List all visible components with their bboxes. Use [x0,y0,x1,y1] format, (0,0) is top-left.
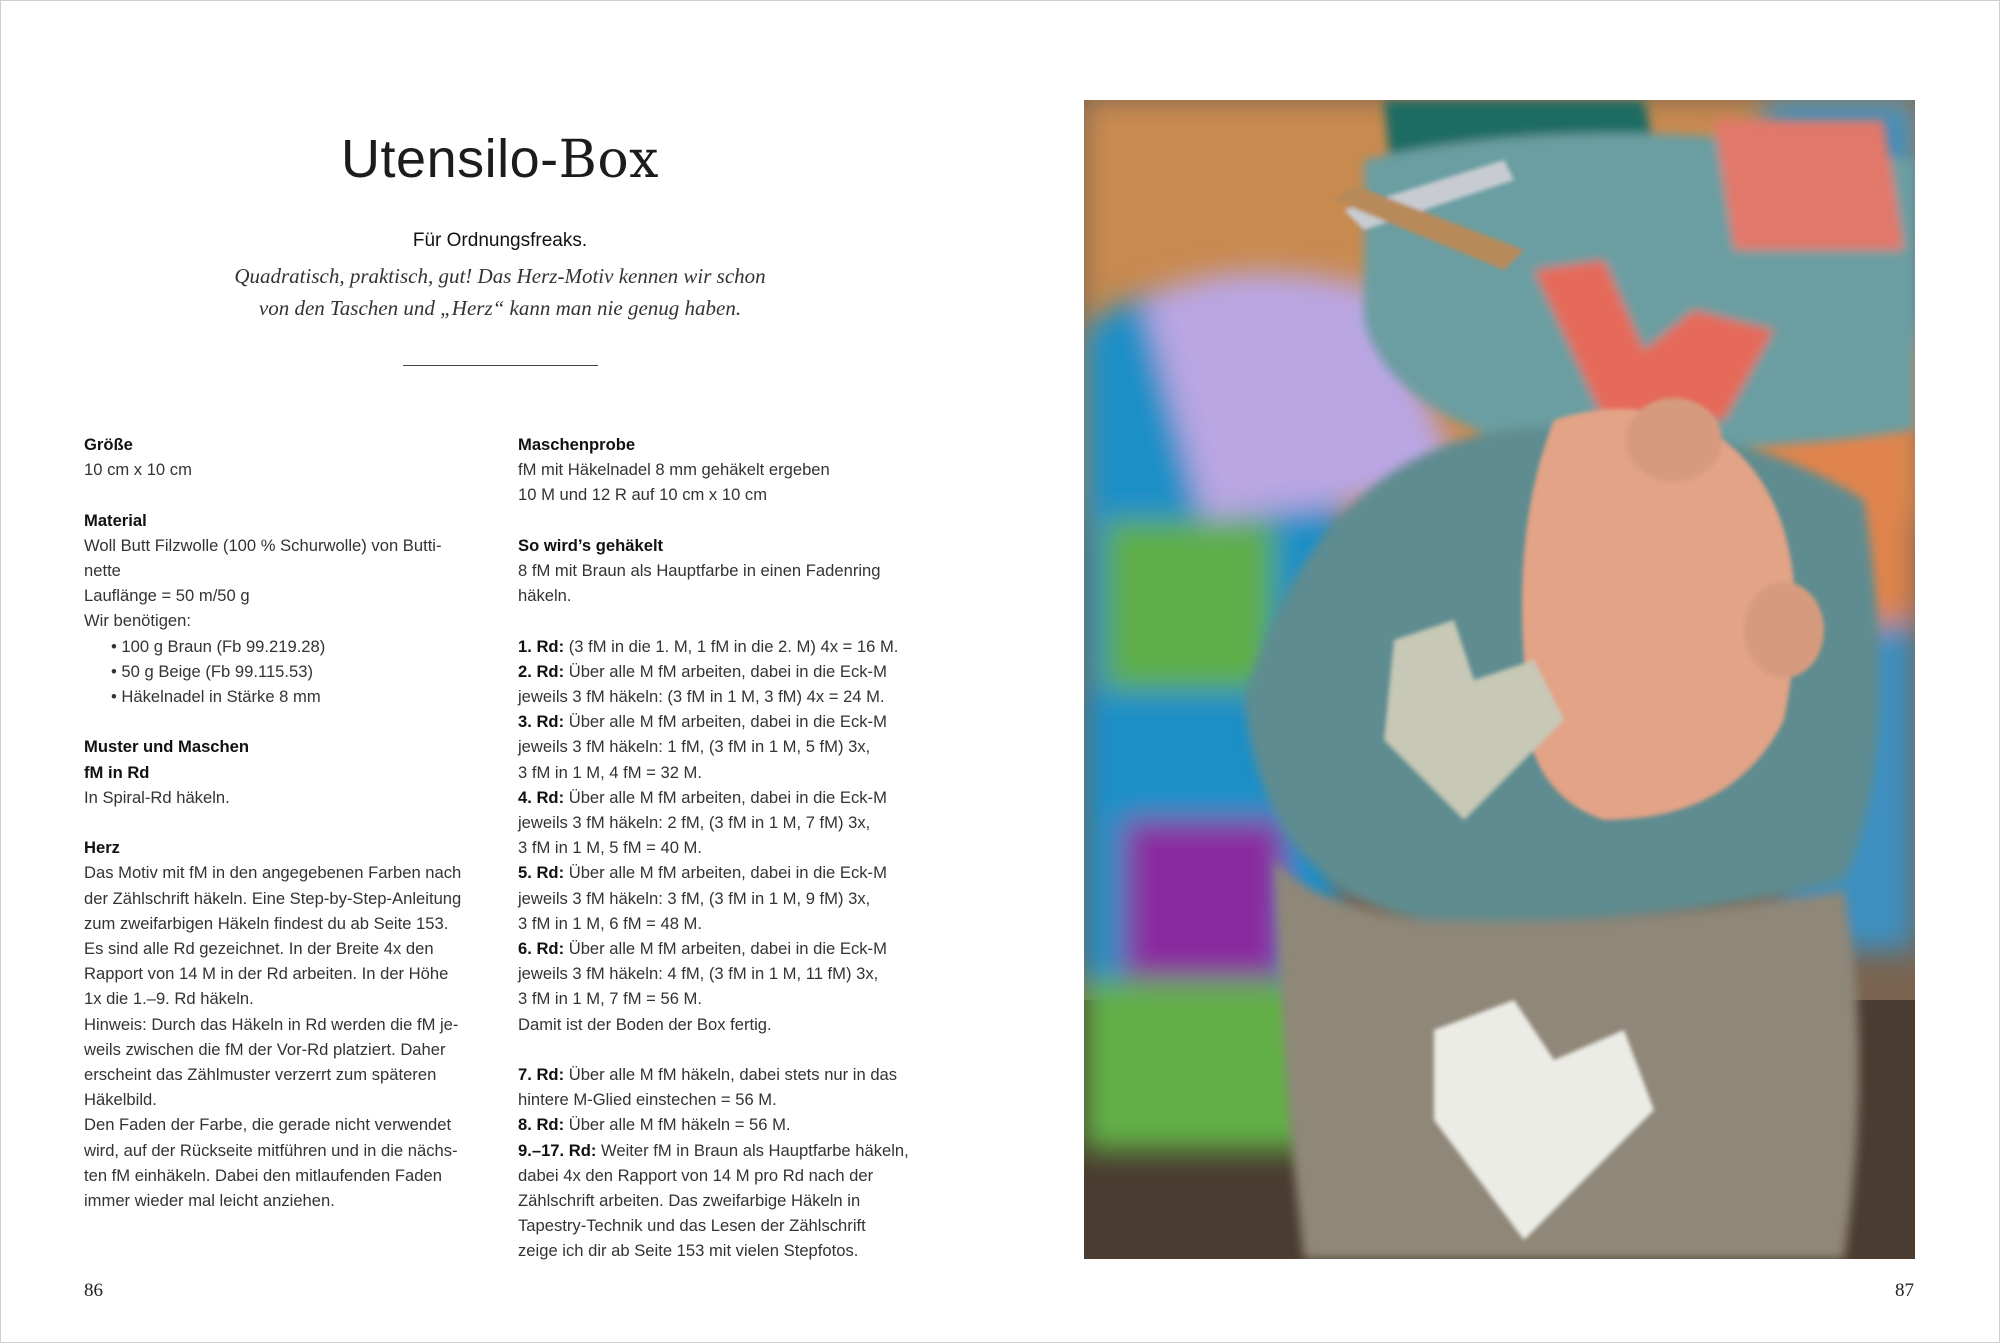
round-instruction: 1. Rd: (3 fM in die 1. M, 1 fM in die 2. M) 4x = 16 M. [518,636,899,656]
page-number-right: 87 [1895,1280,1914,1301]
left-column: Größe 10 cm x 10 cm Material Woll Butt Filzwolle (100 % Schurwolle) von Butti- nette Lauflänge = 50 m/50 g Wir benötigen: • 100 g Braun (Fb 99.219.28) • 50 g Beige (Fb 99.115.53) • Häkelnadel in Stärke 8 mm Muster und Maschen fM in Rd In Spiral-Rd häkeln. Herz Das Motiv mit fM in den angegebenen Farben nach der Zählschrift häkeln. Eine Step-by-Step-Anleitung zum zweifarbigen Häkeln findest du ab Seite 153. Es sind alle Rd gezeichnet. In der Breite 4x den Rapport von 14 M in der Rd arbeiten. In der Höhe 1x die 1.–9. Rd häkeln. Hinweis: Durch das Häkeln in Rd werden die fM je- weils zwischen die fM der Vor-Rd platziert. Daher erscheint das Zählmuster verzerrt zum späteren Häkelbild. Den Faden der Farbe, die gerade nicht verwendet wird, auf der Rückseite mitführen und in die nächs- ten fM einhäkeln. Dabei den mitlaufenden Faden immer wieder mal leicht anziehen. [84,432,484,1213]
round-instruction: 2. Rd: Über alle M fM arbeiten, dabei in die Eck-M [518,661,887,681]
section-heading: Material [84,510,147,530]
round-instruction: 7. Rd: Über alle M fM häkeln, dabei stets nur in das [518,1065,898,1085]
page-number-left: 86 [84,1280,103,1301]
section-heading: Herz [84,838,120,858]
page-title: Utensilo-Box [341,129,659,190]
round-instruction: 6. Rd: Über alle M fM arbeiten, dabei in die Eck-M [518,939,887,959]
list-item: • Häkelnadel in Stärke 8 mm [84,684,484,709]
section-heading: So wird’s gehäkelt [518,535,664,555]
round-instruction: 5. Rd: Über alle M fM arbeiten, dabei in die Eck-M [518,863,887,883]
section-heading: Muster und Maschen [84,737,250,757]
crochet-boxes-photo [1084,100,1915,1259]
round-instruction: 4. Rd: Über alle M fM arbeiten, dabei in die Eck-M [518,787,887,807]
divider-rule [403,365,598,366]
list-item: • 50 g Beige (Fb 99.115.53) [84,659,484,684]
round-instruction: 9.–17. Rd: Weiter fM in Braun als Hauptfarbe häkeln, [518,1140,909,1160]
middle-column: Maschenprobe fM mit Häkelnadel 8 mm gehäkelt ergeben 10 M und 12 R auf 10 cm x 10 cm So wird’s gehäkelt 8 fM mit Braun als Hauptfarbe in einen Fadenring häkeln. 1. Rd: (3 fM in die 1. M, 1 fM in die 2. M) 4x = 16 M. 2. Rd: Über alle M fM arbeiten, dabei in die Eck-M jeweils 3 fM häkeln: (3 fM in 1 M, 3 fM) 4x = 24 M. 3. Rd: Über alle M fM arbeiten, dabei in die Eck-M jeweils 3 fM häkeln: 1 fM, (3 fM in 1 M, 5 fM) 3x, 3 fM in 1 M, 4 fM = 32 M. 4. Rd: Über alle M fM arbeiten, dabei in die Eck-M jeweils 3 fM häkeln: 2 fM, (3 fM in 1 M, 7 fM) 3x, 3 fM in 1 M, 5 fM = 40 M. 5. Rd: Über alle M fM arbeiten, dabei in die Eck-M jeweils 3 fM häkeln: 3 fM, (3 fM in 1 M, 9 fM) 3x, 3 fM in 1 M, 6 fM = 48 M. 6. Rd: Über alle M fM arbeiten, dabei in die Eck-M jeweils 3 fM häkeln: 4 fM, (3 fM in 1 M, 11 fM) 3x, 3 fM in 1 M, 7 fM = 56 M. Damit ist der Boden der Box fertig. 7. Rd: Über alle M fM häkeln, dabei stets nur in das hintere M-Glied einstechen = 56 M. 8. Rd: Über alle M fM häkeln = 56 M. 9.–17. Rd: Weiter fM in Braun als Hauptfarbe häkeln, dabei 4x den Rapport von 14 M pro Rd nach der Zählschrift arbeiten. Das zweifarbige Häkeln in Tapestry-Technik und das Lesen der Zählschrift zeige ich dir ab Seite 153 mit vielen Stepfotos. [518,432,928,1264]
round-instruction: 3. Rd: Über alle M fM arbeiten, dabei in die Eck-M [518,712,887,732]
intro-text: Quadratisch, praktisch, gut! Das Herz-Motiv kennen wir schon von den Taschen und „Herz“ kann man nie genug haben. [234,264,766,320]
list-item: • 100 g Braun (Fb 99.219.28) [84,634,484,659]
round-instruction: 8. Rd: Über alle M fM häkeln = 56 M. [518,1115,791,1135]
section-heading: Größe [84,435,133,454]
subtitle: Für Ordnungsfreaks. [412,230,588,251]
section-heading: Maschenprobe [518,435,636,454]
section-heading: fM in Rd [84,762,150,782]
